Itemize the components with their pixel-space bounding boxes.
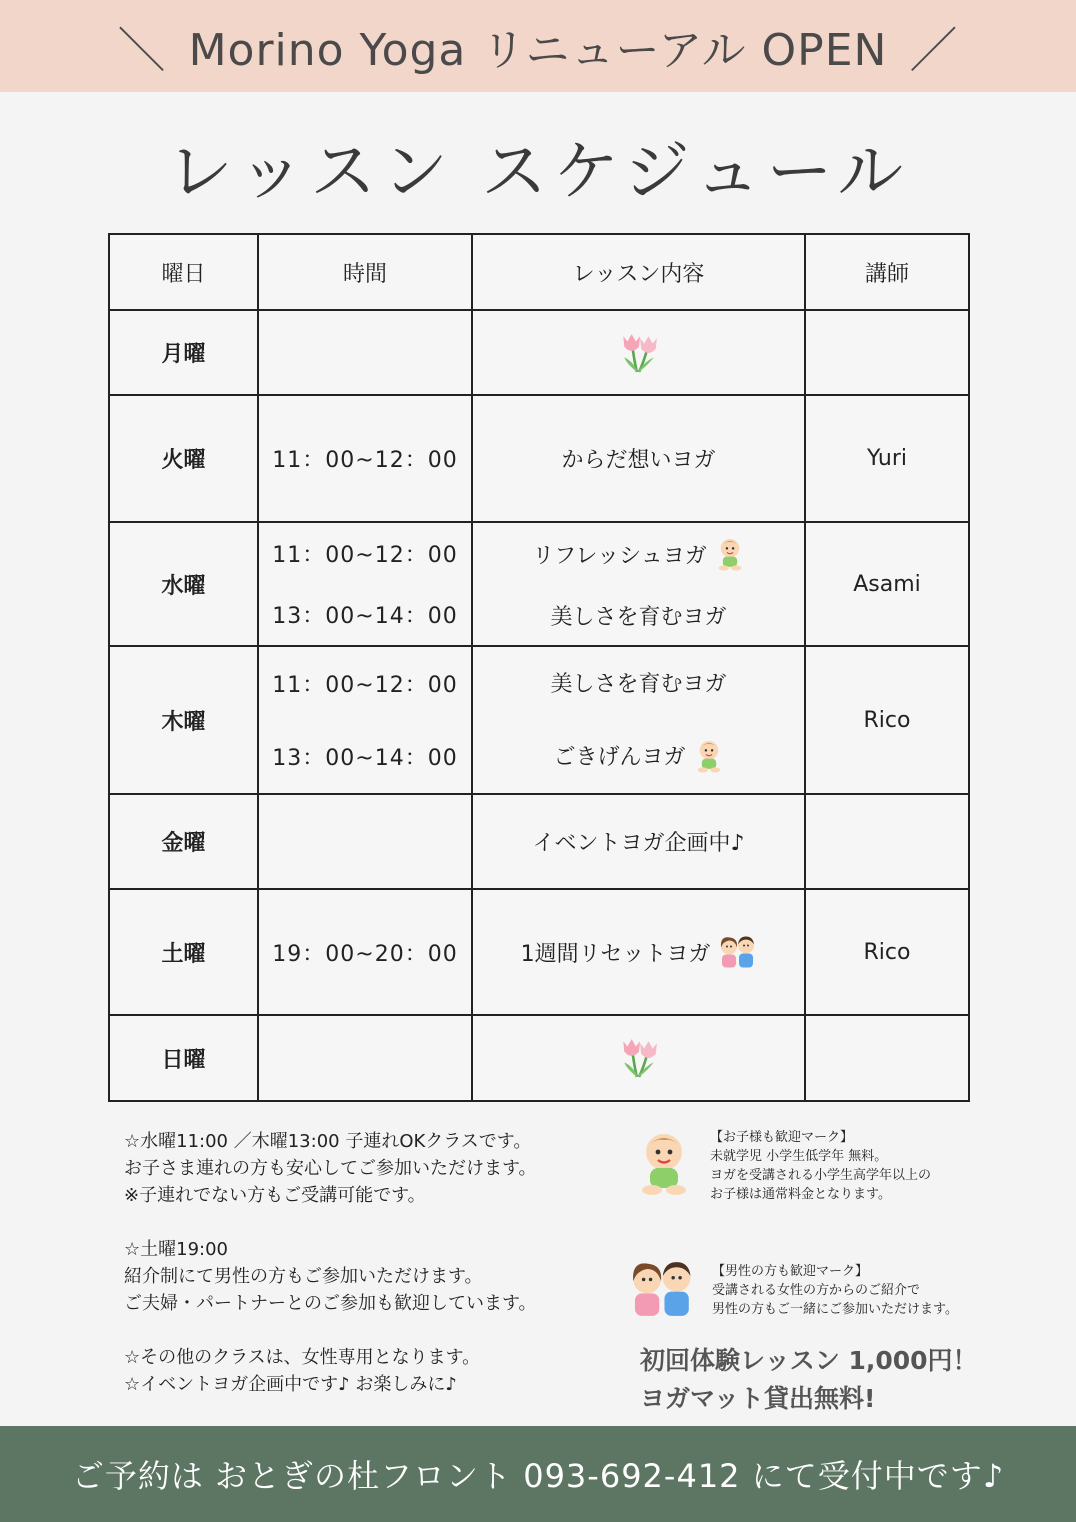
table-row-wednesday bbox=[109, 522, 969, 646]
legend-line: 受講される女性の方からのご紹介で bbox=[712, 1283, 921, 1298]
lesson-item bbox=[473, 537, 804, 571]
legend-line: お子様は通常料金となります。 bbox=[710, 1187, 891, 1202]
lesson-name: リフレッシュヨガ bbox=[532, 543, 707, 569]
banner-left-mark: ＼ bbox=[117, 22, 167, 79]
lesson-cell bbox=[472, 1015, 805, 1101]
table-row-thursday bbox=[109, 646, 969, 794]
legend-line: 男性の方もご一緒にご参加いただけます。 bbox=[712, 1302, 958, 1317]
day-cell: 土曜 bbox=[109, 889, 258, 1015]
note-line: 紹介制にて男性の方もご参加いただけます。 bbox=[124, 1266, 483, 1287]
time-slot: 13：00~14：00 bbox=[272, 746, 458, 771]
tulip-icon bbox=[617, 332, 661, 374]
day-cell: 火曜 bbox=[109, 395, 258, 522]
time-slot: 11：00~12：00 bbox=[272, 673, 458, 698]
time-slot: 11：00~12：00 bbox=[272, 543, 458, 568]
legend-line: 未就学児 小学生低学年 無料。 bbox=[710, 1149, 888, 1164]
note-line: ☆水曜11:00 ／木曜13:00 子連れOKクラスです。 bbox=[124, 1131, 532, 1152]
men-legend bbox=[628, 1258, 958, 1320]
kids-note bbox=[124, 1128, 614, 1209]
promo-trial: 初回体験レッスン 1,000円！ bbox=[640, 1346, 978, 1375]
lesson-cell bbox=[472, 310, 805, 395]
note-line: ☆イベントヨガ企画中です♪ お楽しみに♪ bbox=[124, 1374, 457, 1395]
lesson-name: 美しさを育むヨガ bbox=[550, 672, 727, 698]
time-cell: 19：00~20：00 bbox=[258, 889, 472, 1015]
notes-section bbox=[124, 1128, 614, 1425]
top-banner bbox=[0, 0, 1076, 92]
time-cell bbox=[258, 794, 472, 889]
teacher-cell: Rico bbox=[805, 889, 969, 1015]
legend-line: 【男性の方も歓迎マーク】 bbox=[712, 1264, 869, 1279]
teacher-cell: Rico bbox=[805, 646, 969, 794]
page-title: レッスン スケジュール bbox=[166, 133, 910, 210]
others-note bbox=[124, 1344, 614, 1398]
lesson-item bbox=[473, 935, 804, 969]
table-row-friday bbox=[109, 794, 969, 889]
lesson-cell: からだ想いヨガ bbox=[472, 395, 805, 522]
table-row-sunday bbox=[109, 1015, 969, 1101]
table-row-tuesday bbox=[109, 395, 969, 522]
time-slot: 13：00~14：00 bbox=[272, 604, 458, 629]
teacher-cell bbox=[805, 1015, 969, 1101]
couples-note bbox=[124, 1236, 614, 1317]
table-row-saturday bbox=[109, 889, 969, 1015]
men-welcome-icon bbox=[628, 1258, 694, 1320]
day-cell: 金曜 bbox=[109, 794, 258, 889]
teacher-cell bbox=[805, 794, 969, 889]
teacher-cell: Yuri bbox=[805, 395, 969, 522]
table-row-monday bbox=[109, 310, 969, 395]
lesson-item bbox=[473, 667, 804, 698]
kids-welcome-icon bbox=[694, 739, 724, 773]
teacher-cell: Asami bbox=[805, 522, 969, 646]
banner-text: Morino Yoga リニューアル OPEN bbox=[188, 25, 888, 76]
footer-reservation: ご予約は おとぎの杜フロント 093-692-412 にて受付中です♪ bbox=[0, 1426, 1076, 1522]
lesson-item bbox=[473, 739, 804, 773]
lesson-name: 美しさを育むヨガ bbox=[550, 604, 727, 630]
note-line: ☆その他のクラスは、女性専用となります。 bbox=[124, 1347, 481, 1368]
lesson-cell bbox=[472, 646, 805, 794]
time-cell: 11：00~12：00 bbox=[258, 395, 472, 522]
time-cell bbox=[258, 522, 472, 646]
header-time: 時間 bbox=[258, 234, 472, 310]
time-cell bbox=[258, 646, 472, 794]
lesson-cell bbox=[472, 522, 805, 646]
schedule-table bbox=[108, 233, 970, 1102]
header-teacher: 講師 bbox=[805, 234, 969, 310]
day-cell: 月曜 bbox=[109, 310, 258, 395]
tulip-icon bbox=[617, 1037, 661, 1079]
note-line: お子さま連れの方も安心してご参加いただけます。 bbox=[124, 1158, 537, 1179]
legend-line: 【お子様も歓迎マーク】 bbox=[710, 1130, 854, 1145]
lesson-cell: イベントヨガ企画中♪ bbox=[472, 794, 805, 889]
note-line: ☆土曜19:00 bbox=[124, 1239, 229, 1260]
legend-line: ヨガを受講される小学生高学年以上の bbox=[710, 1168, 932, 1183]
day-cell: 木曜 bbox=[109, 646, 258, 794]
banner-right-mark: ／ bbox=[909, 22, 959, 79]
note-line: ご夫婦・パートナーとのご参加も歓迎しています。 bbox=[124, 1293, 537, 1314]
time-cell bbox=[258, 310, 472, 395]
day-cell: 水曜 bbox=[109, 522, 258, 646]
kids-legend bbox=[636, 1128, 931, 1204]
header-lesson: レッスン内容 bbox=[472, 234, 805, 310]
promo-mat: ヨガマット貸出無料! bbox=[640, 1384, 876, 1413]
day-cell: 日曜 bbox=[109, 1015, 258, 1101]
lesson-item bbox=[473, 600, 804, 631]
men-welcome-icon bbox=[718, 935, 756, 969]
note-line: ※子連れでない方もご受講可能です。 bbox=[124, 1185, 426, 1206]
header-day: 曜日 bbox=[109, 234, 258, 310]
table-header-row bbox=[109, 234, 969, 310]
kids-welcome-icon bbox=[636, 1128, 692, 1198]
kids-welcome-icon bbox=[715, 537, 745, 571]
lesson-cell bbox=[472, 889, 805, 1015]
promo-text bbox=[640, 1342, 978, 1418]
teacher-cell bbox=[805, 310, 969, 395]
time-cell bbox=[258, 1015, 472, 1101]
lesson-name: ごきげんヨガ bbox=[553, 745, 686, 771]
lesson-name: 1週間リセットヨガ bbox=[520, 941, 711, 967]
